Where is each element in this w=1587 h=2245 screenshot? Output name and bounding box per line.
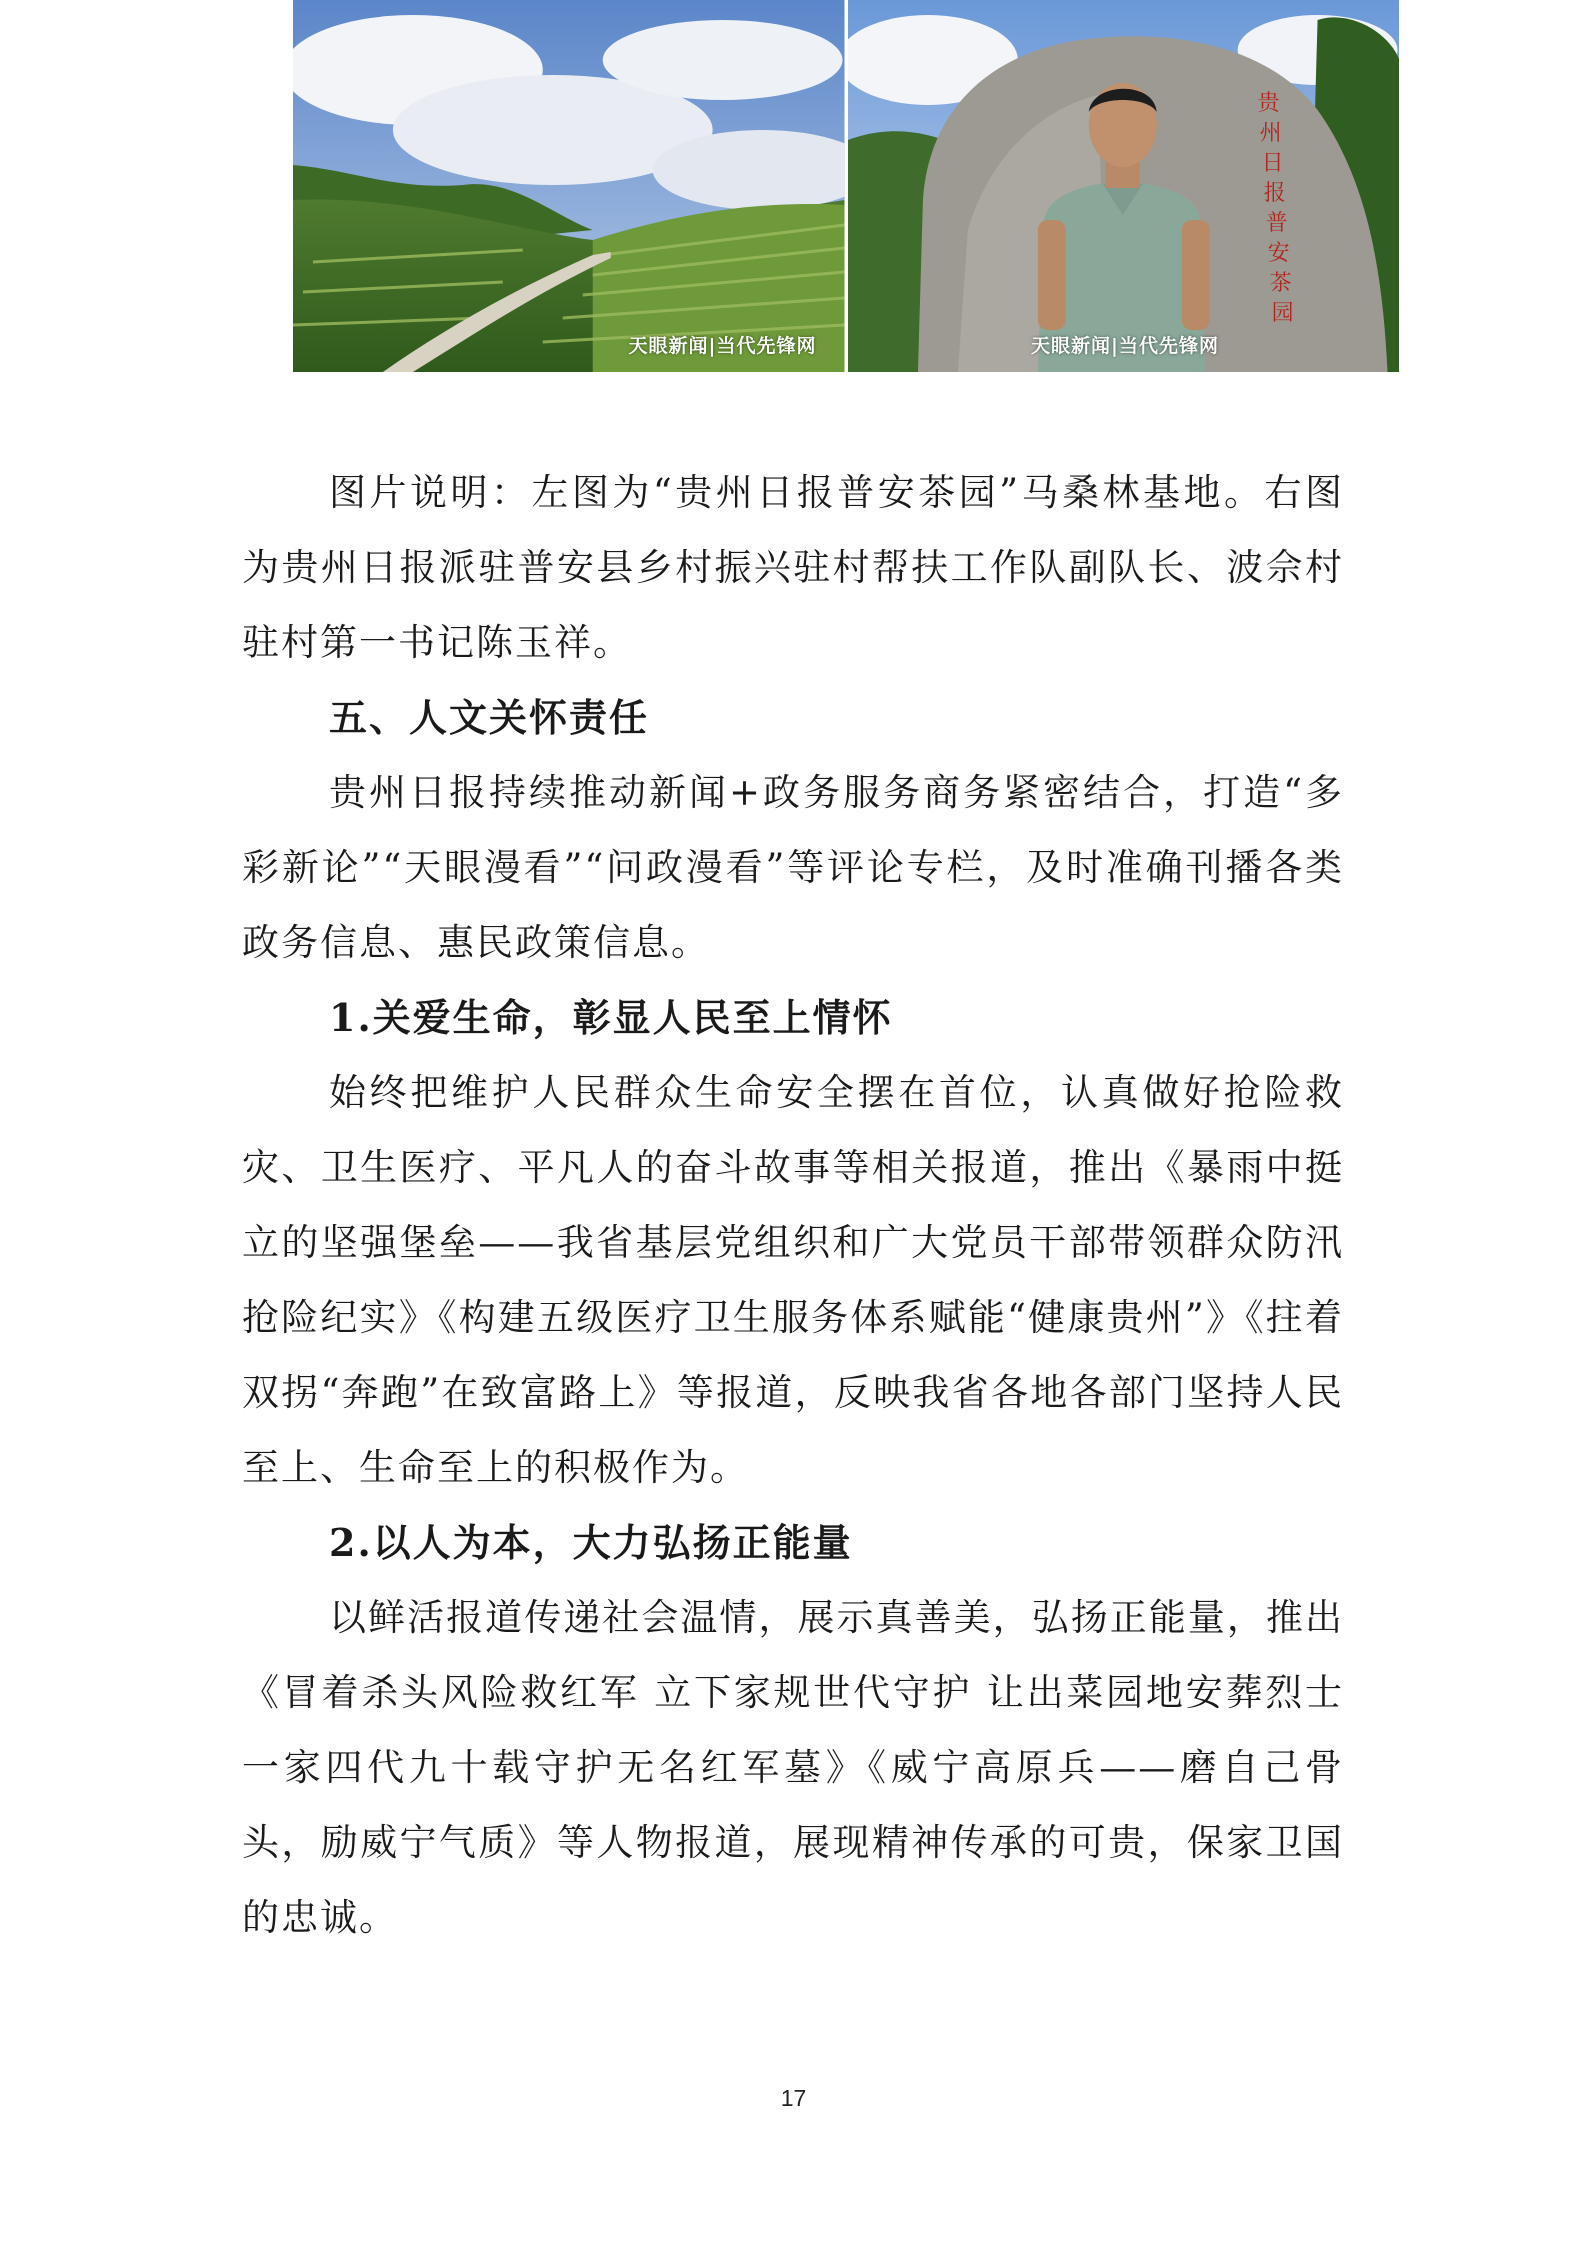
- photo-strip: [293, 0, 1399, 372]
- svg-text:贵: 贵: [1257, 90, 1280, 117]
- subsection-heading-2: 2.以人为本，大力弘扬正能量: [329, 1520, 853, 1565]
- svg-text:安: 安: [1267, 240, 1290, 267]
- svg-text:园: 园: [1271, 300, 1294, 327]
- subsection-body-2: 以鲜活报道传递社会温情，展示真善美，弘扬正能量，推出《冒着杀头风险救红军 立下家规世代守护 让出菜园地安葬烈士 一家四代九十载守护无名红军墓》《威宁高原兵——磨自己骨头，励威宁气质》等人物报道，展现精神传承的可贵，保家卫国的忠诚。: [242, 1596, 1344, 1939]
- svg-text:茶: 茶: [1269, 270, 1292, 297]
- photo-caption: 图片说明：左图为“贵州日报普安茶园”马桑林基地。右图为贵州日报派驻普安县乡村振兴驻村帮扶工作队副队长、波佘村驻村第一书记陈玉祥。: [242, 471, 1344, 664]
- watermark-logo: 天眼新闻|当代先锋网: [1031, 335, 1219, 357]
- svg-text:普: 普: [1265, 210, 1288, 237]
- subsection-heading-1: 1.关爱生命，彰显人民至上情怀: [329, 995, 893, 1040]
- svg-text:日: 日: [1261, 150, 1284, 177]
- document-body: [242, 455, 1344, 1955]
- portrait-photo: [848, 0, 1400, 372]
- page-number: 17: [780, 2085, 807, 2111]
- svg-text:州: 州: [1259, 120, 1282, 147]
- intro-paragraph: 贵州日报持续推动新闻+政务服务商务紧密结合，打造“多彩新论”“天眼漫看”“问政漫看”等评论专栏，及时准确刊播各类政务信息、惠民政策信息。: [242, 771, 1344, 964]
- watermark-logo: 天眼新闻|当代先锋网: [628, 335, 817, 357]
- subsection-body-1: 始终把维护人民群众生命安全摆在首位，认真做好抢险救灾、卫生医疗、平凡人的奋斗故事等相关报道，推出《暴雨中挺立的坚强堡垒——我省基层党组织和广大党员干部带领群众防汛抢险纪实》《构建五级医疗卫生服务体系赋能“健康贵州”》《拄着双拐“奔跑”在致富路上》等报道，反映我省各地各部门坚持人民至上、生命至上的积极作为。: [242, 1071, 1344, 1489]
- svg-text:报: 报: [1263, 180, 1286, 207]
- section-heading: 五、人文关怀责任: [329, 695, 650, 740]
- tea-garden-photo: [293, 0, 845, 372]
